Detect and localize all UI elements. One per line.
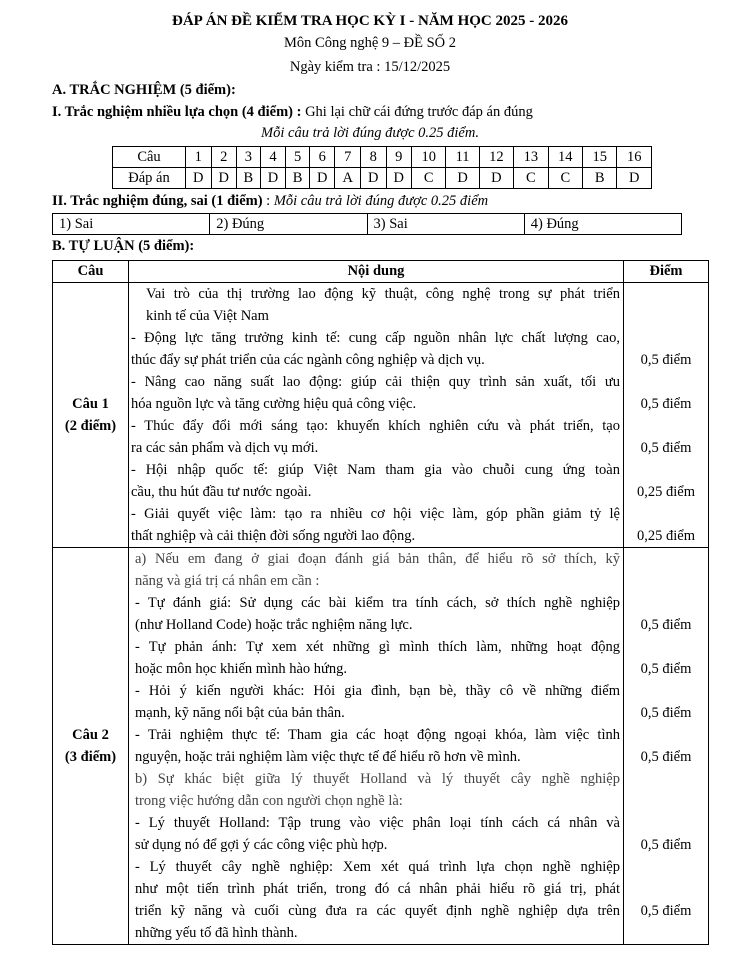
- answer-cell-16: D: [617, 168, 652, 189]
- answer-cell-6: D: [309, 168, 335, 189]
- q2-content-line-18: những yếu tố đã hình thành.: [135, 925, 298, 941]
- q2-content-line-17: triển kỹ năng và cuối cùng đưa ra các quyết định nghề nghiệp dựa trên: [135, 903, 620, 919]
- q1-content-line-8: ra các sản phẩm và dịch vụ mới.: [131, 440, 319, 456]
- answer-cell-11: D: [446, 168, 479, 189]
- q2-points-line-4: 0,5 điểm: [640, 617, 692, 633]
- q2-content-line-10: nguyện, hoặc trải nghiệm làm việc thực tế để hiểu rõ hơn về mình.: [135, 749, 521, 765]
- answer-cell-5: B: [286, 168, 310, 189]
- tf-answer-4: 4) Đúng: [524, 214, 681, 235]
- question-2-score: (3 điểm): [64, 749, 117, 765]
- answer-cell-1: D: [186, 168, 212, 189]
- question-2-points: [624, 548, 709, 945]
- part2-separator: :: [262, 193, 274, 209]
- q2-content-line-16: như một tiến trình phát triển, trong đó cá nhân phải hiểu rõ giá trị, phát: [135, 881, 620, 897]
- part2-note: Mỗi câu trả lời đúng được 0.25 điểm: [273, 193, 489, 209]
- q1-points-line-12: 0,25 điểm: [637, 528, 695, 544]
- question-number-1: 1: [186, 147, 212, 168]
- q2-content-line-5: - Tự phản ánh: Tự xem xét những gì mình thích làm, những hoạt động: [135, 639, 620, 655]
- q1-points-line-2: [624, 305, 708, 327]
- question-number-10: 10: [412, 147, 446, 168]
- question-number-16: 16: [617, 147, 652, 168]
- tf-answer-3: 3) Sai: [367, 214, 524, 235]
- question-number-6: 6: [309, 147, 335, 168]
- q2-points-line-11: [624, 768, 708, 790]
- answer-cell-2: D: [211, 168, 237, 189]
- tf-answer-1: 1) Sai: [53, 214, 210, 235]
- q2-points-line-1: [624, 548, 708, 570]
- question-2-content: [129, 548, 624, 945]
- header-points: Điểm: [624, 261, 709, 283]
- question-1-content: [129, 283, 624, 548]
- part2-heading: [52, 191, 488, 211]
- answer-row: [113, 168, 652, 189]
- q1-content-line-11: - Giải quyết việc làm: tạo ra nhiều cơ hội việc làm, góp phần giảm tỷ lệ: [131, 506, 620, 522]
- q2-points-line-12: [624, 790, 708, 812]
- part2-title: II. Trắc nghiệm đúng, sai (1 điểm): [52, 193, 263, 209]
- question-number-8: 8: [360, 147, 386, 168]
- q2-content-line-4: (như Holland Code) hoặc trắc nghiệm năng lực.: [135, 617, 413, 633]
- q1-points-line-7: [624, 415, 708, 437]
- part1-instruction: Ghi lại chữ cái đứng trước đáp án đúng: [305, 104, 533, 120]
- q2-points-line-17: 0,5 điểm: [640, 903, 692, 919]
- essay-row-q1: [53, 283, 709, 548]
- q2-content-line-6: hoặc môn học khiến mình hào hứng.: [135, 661, 348, 677]
- answer-cell-12: D: [479, 168, 513, 189]
- answer-cell-14: C: [548, 168, 582, 189]
- q1-points-line-10: 0,25 điểm: [637, 484, 695, 500]
- true-false-answer-table: [52, 213, 682, 235]
- part1-heading: [52, 102, 533, 122]
- q2-points-line-14: 0,5 điểm: [640, 837, 692, 853]
- q2-points-line-6: 0,5 điểm: [640, 661, 692, 677]
- document-title: ĐÁP ÁN ĐỀ KIỂM TRA HỌC KỲ I - NĂM HỌC 2025 - 2026: [172, 13, 568, 29]
- question-2-label: Câu 2: [72, 727, 109, 743]
- q1-content-line-10: cầu, thu hút đầu tư nước ngoài.: [131, 484, 312, 500]
- q2-content-line-13: - Lý thuyết Holland: Tập trung vào việc phân loại tính cách cá nhân và: [135, 815, 620, 831]
- q2-content-line-2: năng và giá trị cá nhân em cần :: [135, 573, 320, 589]
- q1-content-line-6: hóa nguồn lực và tăng cường hiệu quả công việc.: [131, 396, 417, 412]
- row-label-answer: Đáp án: [113, 168, 186, 189]
- q2-content-line-7: - Hỏi ý kiến người khác: Hỏi gia đình, bạn bè, thầy cô về những điểm: [135, 683, 620, 699]
- answer-cell-9: D: [386, 168, 412, 189]
- mcq-answer-table: [112, 146, 652, 189]
- section-a-title: A. TRẮC NGHIỆM (5 điểm):: [52, 82, 236, 98]
- question-number-15: 15: [583, 147, 617, 168]
- q1-points-line-5: [624, 371, 708, 393]
- header-content: Nội dung: [129, 261, 624, 283]
- question-1-label: Câu 1: [72, 396, 109, 412]
- section-b-title: B. TỰ LUẬN (5 điểm):: [52, 238, 195, 254]
- answer-cell-4: D: [260, 168, 286, 189]
- q2-content-line-9: - Trải nghiệm thực tế: Tham gia các hoạt động ngoại khóa, làm việc tình: [135, 727, 620, 743]
- q1-points-line-4: 0,5 điểm: [640, 352, 692, 368]
- answer-cell-10: C: [412, 168, 446, 189]
- tf-answer-2: 2) Đúng: [210, 214, 367, 235]
- q1-content-line-3: - Động lực tăng trưởng kinh tế: cung cấp nguồn nhân lực chất lượng cao,: [131, 330, 620, 346]
- q2-content-line-14: sử dụng nó để gợi ý các công việc phù hợp.: [135, 837, 388, 853]
- q2-points-line-3: [624, 592, 708, 614]
- question-number-13: 13: [514, 147, 548, 168]
- question-number-2: 2: [211, 147, 237, 168]
- part1-title: I. Trắc nghiệm nhiều lựa chọn (4 điểm) :: [52, 104, 302, 120]
- q2-points-line-15: [624, 856, 708, 878]
- essay-header-row: [53, 261, 709, 283]
- q2-points-line-16: [624, 878, 708, 900]
- question-2-cell: [53, 548, 129, 945]
- answer-cell-13: C: [514, 168, 548, 189]
- q1-points-line-1: [624, 283, 708, 305]
- question-number-11: 11: [446, 147, 479, 168]
- question-number-5: 5: [286, 147, 310, 168]
- q1-content-line-1: Vai trò của thị trường lao động kỹ thuật, công nghệ trong sự phát triển: [146, 286, 620, 302]
- q1-content-line-4: thúc đẩy sự phát triển của các ngành công nghiệp và dịch vụ.: [131, 352, 485, 368]
- q2-points-line-7: [624, 680, 708, 702]
- q1-content-line-7: - Thúc đẩy đổi mới sáng tạo: khuyến khích nghiên cứu và phát triển, tạo: [131, 418, 620, 434]
- q1-content-line-5: - Nâng cao năng suất lao động: giúp cải thiện quy trình sản xuất, tối ưu: [131, 374, 620, 390]
- q1-points-line-9: [624, 459, 708, 481]
- answer-cell-7: A: [335, 168, 361, 189]
- answer-cell-8: D: [360, 168, 386, 189]
- q1-points-line-6: 0,5 điểm: [640, 396, 692, 412]
- question-number-row: [113, 147, 652, 168]
- q2-points-line-10: 0,5 điểm: [640, 749, 692, 765]
- question-number-7: 7: [335, 147, 361, 168]
- answer-cell-15: B: [583, 168, 617, 189]
- q1-content-line-9: - Hội nhập quốc tế: giúp Việt Nam tham gia vào chuỗi cung ứng toàn: [131, 462, 620, 478]
- q2-points-line-18: [624, 922, 708, 944]
- q2-points-line-5: [624, 636, 708, 658]
- question-1-points: [624, 283, 709, 548]
- essay-row-q2: [53, 548, 709, 945]
- q1-content-line-12: thất nghiệp và cải thiện đời sống người lao động.: [131, 528, 416, 544]
- header-question: Câu: [53, 261, 129, 283]
- part1-note: Mỗi câu trả lời đúng được 0.25 điểm.: [261, 125, 479, 141]
- q2-content-line-3: - Tự đánh giá: Sử dụng các bài kiểm tra tính cách, sở thích nghề nghiệp: [135, 595, 620, 611]
- subject-line: Môn Công nghệ 9 – ĐỀ SỐ 2: [284, 35, 456, 51]
- question-number-9: 9: [386, 147, 412, 168]
- q2-points-line-13: [624, 812, 708, 834]
- q2-content-line-8: mạnh, kỹ năng nổi bật của bản thân.: [135, 705, 345, 721]
- question-number-14: 14: [548, 147, 582, 168]
- true-false-row: [53, 214, 682, 235]
- q1-points-line-11: [624, 503, 708, 525]
- q2-points-line-9: [624, 724, 708, 746]
- question-1-cell: [53, 283, 129, 548]
- q2-points-line-2: [624, 570, 708, 592]
- question-1-score: (2 điểm): [64, 418, 117, 434]
- question-number-12: 12: [479, 147, 513, 168]
- q1-content-line-2: kinh tế của Việt Nam: [146, 308, 269, 324]
- q1-points-line-3: [624, 327, 708, 349]
- q2-points-line-8: 0,5 điểm: [640, 705, 692, 721]
- exam-date: Ngày kiểm tra : 15/12/2025: [289, 59, 451, 75]
- q2-content-line-15: - Lý thuyết cây nghề nghiệp: Xem xét quá trình lựa chọn nghề nghiệp: [135, 859, 620, 875]
- row-label-question: Câu: [113, 147, 186, 168]
- q1-points-line-8: 0,5 điểm: [640, 440, 692, 456]
- question-number-3: 3: [237, 147, 261, 168]
- essay-answer-table: [52, 260, 709, 945]
- question-number-4: 4: [260, 147, 286, 168]
- q2-content-line-1: a) Nếu em đang ở giai đoạn đánh giá bản thân, để hiểu rõ sở thích, kỹ: [135, 551, 620, 567]
- answer-cell-3: B: [237, 168, 261, 189]
- q2-content-line-11: b) Sự khác biệt giữa lý thuyết Holland và lý thuyết cây nghề nghiệp: [135, 771, 620, 787]
- q2-content-line-12: trong việc hướng dẫn con người chọn nghề là:: [135, 793, 403, 809]
